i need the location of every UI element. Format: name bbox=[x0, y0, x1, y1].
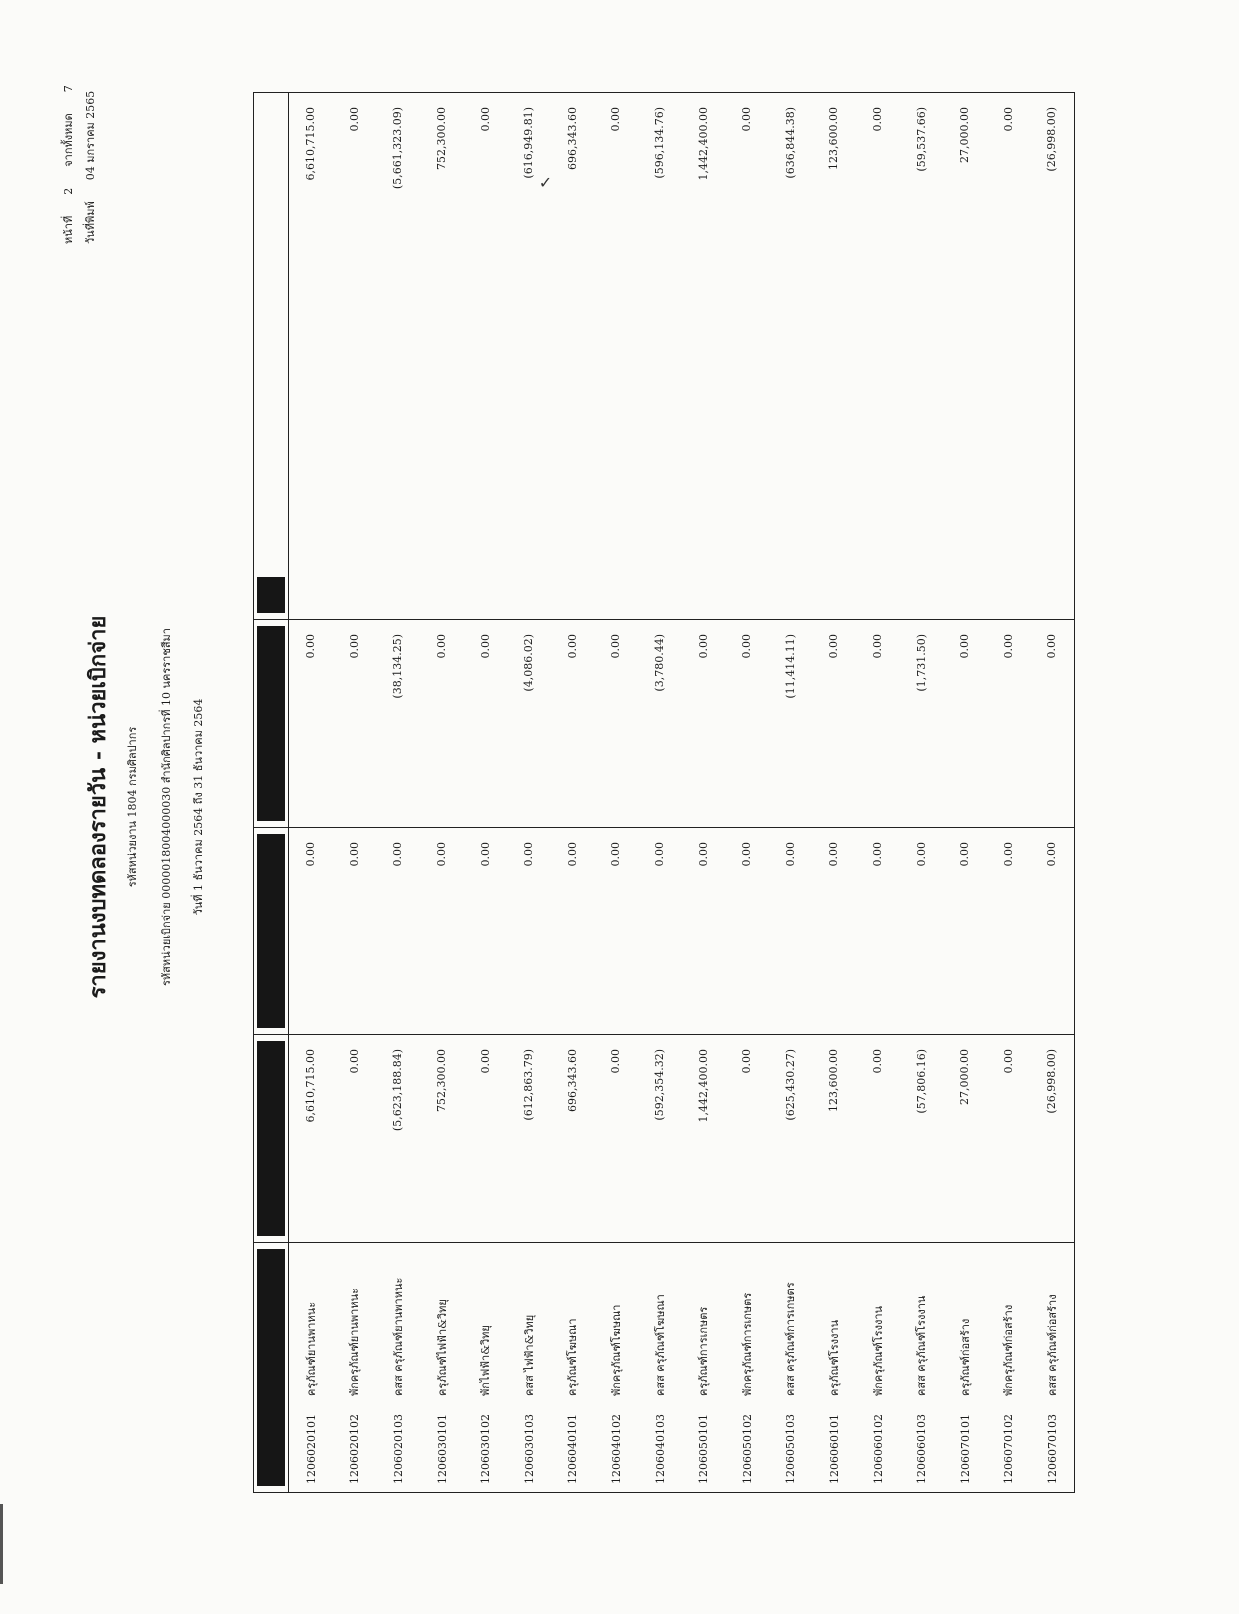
account-name: คสส ครุภัณฑ์โฆษณา bbox=[653, 1294, 667, 1396]
col5-value: 0.00 bbox=[333, 93, 377, 620]
table-row bbox=[463, 93, 507, 1493]
col4-value: 0.00 bbox=[1030, 620, 1074, 828]
col4-value: 0.00 bbox=[681, 620, 725, 828]
col4-value: 0.00 bbox=[551, 620, 595, 828]
col4-value: 0.00 bbox=[812, 620, 856, 828]
account-name: ครุภัณฑ์ยานพาหนะ bbox=[304, 1301, 318, 1396]
col2-value: 0.00 bbox=[333, 1035, 377, 1243]
col2-value: 752,300.00 bbox=[420, 1035, 464, 1243]
account-cell bbox=[420, 1243, 464, 1493]
table-row bbox=[594, 93, 638, 1493]
of-label: จากทั้งหมด bbox=[62, 113, 75, 167]
col5-value: 0.00 bbox=[725, 93, 769, 620]
account-cell bbox=[333, 1243, 377, 1493]
col5-value: (596,134.76) bbox=[638, 93, 682, 620]
col4-value: 0.00 bbox=[943, 620, 987, 828]
account-cell bbox=[812, 1243, 856, 1493]
col2-value: 0.00 bbox=[463, 1035, 507, 1243]
col2-value: (26,998.00) bbox=[1030, 1035, 1074, 1243]
col5-value: 0.00 bbox=[594, 93, 638, 620]
account-code: 1206020102 bbox=[348, 1414, 362, 1484]
table-row bbox=[943, 93, 987, 1493]
col5-value: (616,949.81) bbox=[507, 93, 551, 620]
pen-mark: ✓ bbox=[538, 172, 553, 192]
table-row bbox=[638, 93, 682, 1493]
col4-value: (3,780.44) bbox=[638, 620, 682, 828]
col3-value: 0.00 bbox=[987, 828, 1031, 1035]
table-row bbox=[681, 93, 725, 1493]
account-name: ครุภัณฑ์ก่อสร้าง bbox=[958, 1318, 972, 1396]
col3-value: 0.00 bbox=[681, 828, 725, 1035]
col2-value: (57,806.16) bbox=[899, 1035, 943, 1243]
account-cell bbox=[594, 1243, 638, 1493]
table-header-row bbox=[254, 93, 289, 1493]
account-code: 1206070101 bbox=[958, 1414, 972, 1484]
header-col4-redacted bbox=[254, 620, 289, 828]
header-col3-redacted bbox=[254, 828, 289, 1035]
col2-value: (625,430.27) bbox=[769, 1035, 813, 1243]
print-date-label: วันที่พิมพ์ bbox=[84, 201, 97, 244]
account-code: 1206030102 bbox=[479, 1414, 493, 1484]
report-header bbox=[80, 200, 207, 1414]
account-code: 1206070103 bbox=[1045, 1414, 1059, 1484]
col3-value: 0.00 bbox=[333, 828, 377, 1035]
col3-value: 0.00 bbox=[376, 828, 420, 1035]
header-account-redacted bbox=[254, 1243, 289, 1493]
account-code: 1206060103 bbox=[915, 1414, 929, 1484]
account-cell bbox=[507, 1243, 551, 1493]
account-cell bbox=[987, 1243, 1031, 1493]
account-name: พักไฟฟ้า&วิทยุ bbox=[479, 1325, 493, 1396]
col4-value: (11,414.11) bbox=[769, 620, 813, 828]
account-name: พักครุภัณฑ์ยานพาหนะ bbox=[348, 1287, 362, 1396]
col3-value: 0.00 bbox=[594, 828, 638, 1035]
account-name: คสส ครุภัณฑ์ยานพาหนะ bbox=[391, 1277, 405, 1396]
col3-value: 0.00 bbox=[943, 828, 987, 1035]
table-row bbox=[899, 93, 943, 1493]
col5-value: (636,844.38) bbox=[769, 93, 813, 620]
col5-value: 0.00 bbox=[987, 93, 1031, 620]
table-body bbox=[289, 93, 1075, 1493]
col4-value: 0.00 bbox=[463, 620, 507, 828]
col4-value: 0.00 bbox=[594, 620, 638, 828]
account-name: พักครุภัณฑ์โรงงาน bbox=[871, 1305, 885, 1396]
col5-value: (5,661,323.09) bbox=[376, 93, 420, 620]
page-number: 2 bbox=[62, 187, 75, 195]
account-cell bbox=[899, 1243, 943, 1493]
table-row bbox=[376, 93, 420, 1493]
account-name: ครุภัณฑ์โฆษณา bbox=[566, 1318, 580, 1396]
col5-value: 752,300.00 bbox=[420, 93, 464, 620]
account-cell bbox=[943, 1243, 987, 1493]
col5-value: 27,000.00 bbox=[943, 93, 987, 620]
col3-value: 0.00 bbox=[812, 828, 856, 1035]
disbursing-unit-line: รหัสหน่วยเบิกจ่าย 0000018004000030 สำนักศิลปากรที่ 10 นครราชสีมา bbox=[160, 628, 173, 986]
col3-value: 0.00 bbox=[463, 828, 507, 1035]
trial-balance-table bbox=[253, 92, 1075, 1493]
col4-value: (1,731.50) bbox=[899, 620, 943, 828]
col2-value: 27,000.00 bbox=[943, 1035, 987, 1243]
table-row bbox=[725, 93, 769, 1493]
account-code: 1206040101 bbox=[566, 1414, 580, 1484]
account-cell bbox=[1030, 1243, 1074, 1493]
col4-value: 0.00 bbox=[333, 620, 377, 828]
account-code: 1206050102 bbox=[740, 1414, 754, 1484]
page-info bbox=[58, 85, 102, 244]
account-cell bbox=[769, 1243, 813, 1493]
col2-value: 0.00 bbox=[594, 1035, 638, 1243]
table-row bbox=[289, 93, 333, 1493]
col5-value: (59,537.66) bbox=[899, 93, 943, 620]
col3-value: 0.00 bbox=[725, 828, 769, 1035]
col2-value: 0.00 bbox=[856, 1035, 900, 1243]
col4-value: 0.00 bbox=[987, 620, 1031, 828]
account-name: ครุภัณฑ์การเกษตร bbox=[697, 1306, 711, 1396]
account-name: ครุภัณฑ์โรงงาน bbox=[827, 1319, 841, 1396]
account-code: 1206020101 bbox=[304, 1414, 318, 1484]
account-cell bbox=[551, 1243, 595, 1493]
account-name: พักครุภัณฑ์การเกษตร bbox=[740, 1292, 754, 1396]
scan-edge-mark bbox=[0, 1504, 3, 1584]
account-cell bbox=[681, 1243, 725, 1493]
col5-value: 6,610,715.00 bbox=[289, 93, 333, 620]
table-row bbox=[333, 93, 377, 1493]
account-name: ครุภัณฑ์ไฟฟ้า&วิทยุ bbox=[435, 1299, 449, 1396]
account-cell bbox=[376, 1243, 420, 1493]
account-code: 1206050103 bbox=[784, 1414, 798, 1484]
col3-value: 0.00 bbox=[856, 828, 900, 1035]
col4-value: 0.00 bbox=[289, 620, 333, 828]
account-name: พักครุภัณฑ์ก่อสร้าง bbox=[1002, 1304, 1016, 1396]
col5-value: 0.00 bbox=[856, 93, 900, 620]
account-code: 1206030103 bbox=[522, 1414, 536, 1484]
table-row bbox=[987, 93, 1031, 1493]
col5-value: (26,998.00) bbox=[1030, 93, 1074, 620]
account-code: 1206040103 bbox=[653, 1414, 667, 1484]
table-row bbox=[812, 93, 856, 1493]
account-name: คสส ครุภัณฑ์โรงงาน bbox=[915, 1295, 929, 1396]
account-cell bbox=[856, 1243, 900, 1493]
period-line: วันที่ 1 ธันวาคม 2564 ถึง 31 ธันวาคม 2564 bbox=[192, 698, 205, 916]
col3-value: 0.00 bbox=[420, 828, 464, 1035]
page-label: หน้าที่ bbox=[62, 215, 75, 244]
table-row bbox=[1030, 93, 1074, 1493]
account-code: 1206050101 bbox=[697, 1414, 711, 1484]
account-cell bbox=[463, 1243, 507, 1493]
account-code: 1206020103 bbox=[391, 1414, 405, 1484]
table-row bbox=[769, 93, 813, 1493]
account-code: 1206060102 bbox=[871, 1414, 885, 1484]
col2-value: (5,623,188.84) bbox=[376, 1035, 420, 1243]
col2-value: (612,863.79) bbox=[507, 1035, 551, 1243]
col3-value: 0.00 bbox=[1030, 828, 1074, 1035]
table-row bbox=[420, 93, 464, 1493]
header-col2-redacted bbox=[254, 1035, 289, 1243]
account-cell bbox=[638, 1243, 682, 1493]
col2-value: 696,343.60 bbox=[551, 1035, 595, 1243]
agency-line: รหัสหน่วยงาน 1804 กรมศิลปากร bbox=[126, 726, 139, 888]
col4-value: 0.00 bbox=[420, 620, 464, 828]
header-col5-redacted bbox=[254, 93, 289, 620]
account-cell bbox=[289, 1243, 333, 1493]
col5-value: 0.00 bbox=[463, 93, 507, 620]
account-name: คสส ครุภัณฑ์การเกษตร bbox=[784, 1282, 798, 1396]
account-name: พักครุภัณฑ์โฆษณา bbox=[609, 1304, 623, 1396]
col5-value: 696,343.60 bbox=[551, 93, 595, 620]
account-code: 1206060101 bbox=[827, 1414, 841, 1484]
col2-value: 6,610,715.00 bbox=[289, 1035, 333, 1243]
account-name: คสส ไฟฟ้า&วิทยุ bbox=[522, 1314, 536, 1396]
col4-value: (4,086.02) bbox=[507, 620, 551, 828]
col2-value: (592,354.32) bbox=[638, 1035, 682, 1243]
col5-value: 123,600.00 bbox=[812, 93, 856, 620]
col3-value: 0.00 bbox=[899, 828, 943, 1035]
col3-value: 0.00 bbox=[769, 828, 813, 1035]
col3-value: 0.00 bbox=[551, 828, 595, 1035]
col4-value: (38,134.25) bbox=[376, 620, 420, 828]
report-title: รายงานงบทดลองรายวัน - หน่วยเบิกจ่าย bbox=[85, 615, 111, 999]
account-cell bbox=[725, 1243, 769, 1493]
col2-value: 123,600.00 bbox=[812, 1035, 856, 1243]
col3-value: 0.00 bbox=[507, 828, 551, 1035]
col2-value: 0.00 bbox=[987, 1035, 1031, 1243]
table-row bbox=[507, 93, 551, 1493]
table-row bbox=[551, 93, 595, 1493]
col4-value: 0.00 bbox=[856, 620, 900, 828]
col2-value: 1,442,400.00 bbox=[681, 1035, 725, 1243]
col5-value: 1,442,400.00 bbox=[681, 93, 725, 620]
account-code: 1206040102 bbox=[609, 1414, 623, 1484]
account-name: คสส ครุภัณฑ์ก่อสร้าง bbox=[1045, 1294, 1059, 1396]
total-pages: 7 bbox=[62, 85, 75, 93]
account-code: 1206070102 bbox=[1002, 1414, 1016, 1484]
col3-value: 0.00 bbox=[289, 828, 333, 1035]
table-row bbox=[856, 93, 900, 1493]
col2-value: 0.00 bbox=[725, 1035, 769, 1243]
print-date: 04 มกราคม 2565 bbox=[84, 90, 97, 181]
col3-value: 0.00 bbox=[638, 828, 682, 1035]
account-code: 1206030101 bbox=[435, 1414, 449, 1484]
col4-value: 0.00 bbox=[725, 620, 769, 828]
